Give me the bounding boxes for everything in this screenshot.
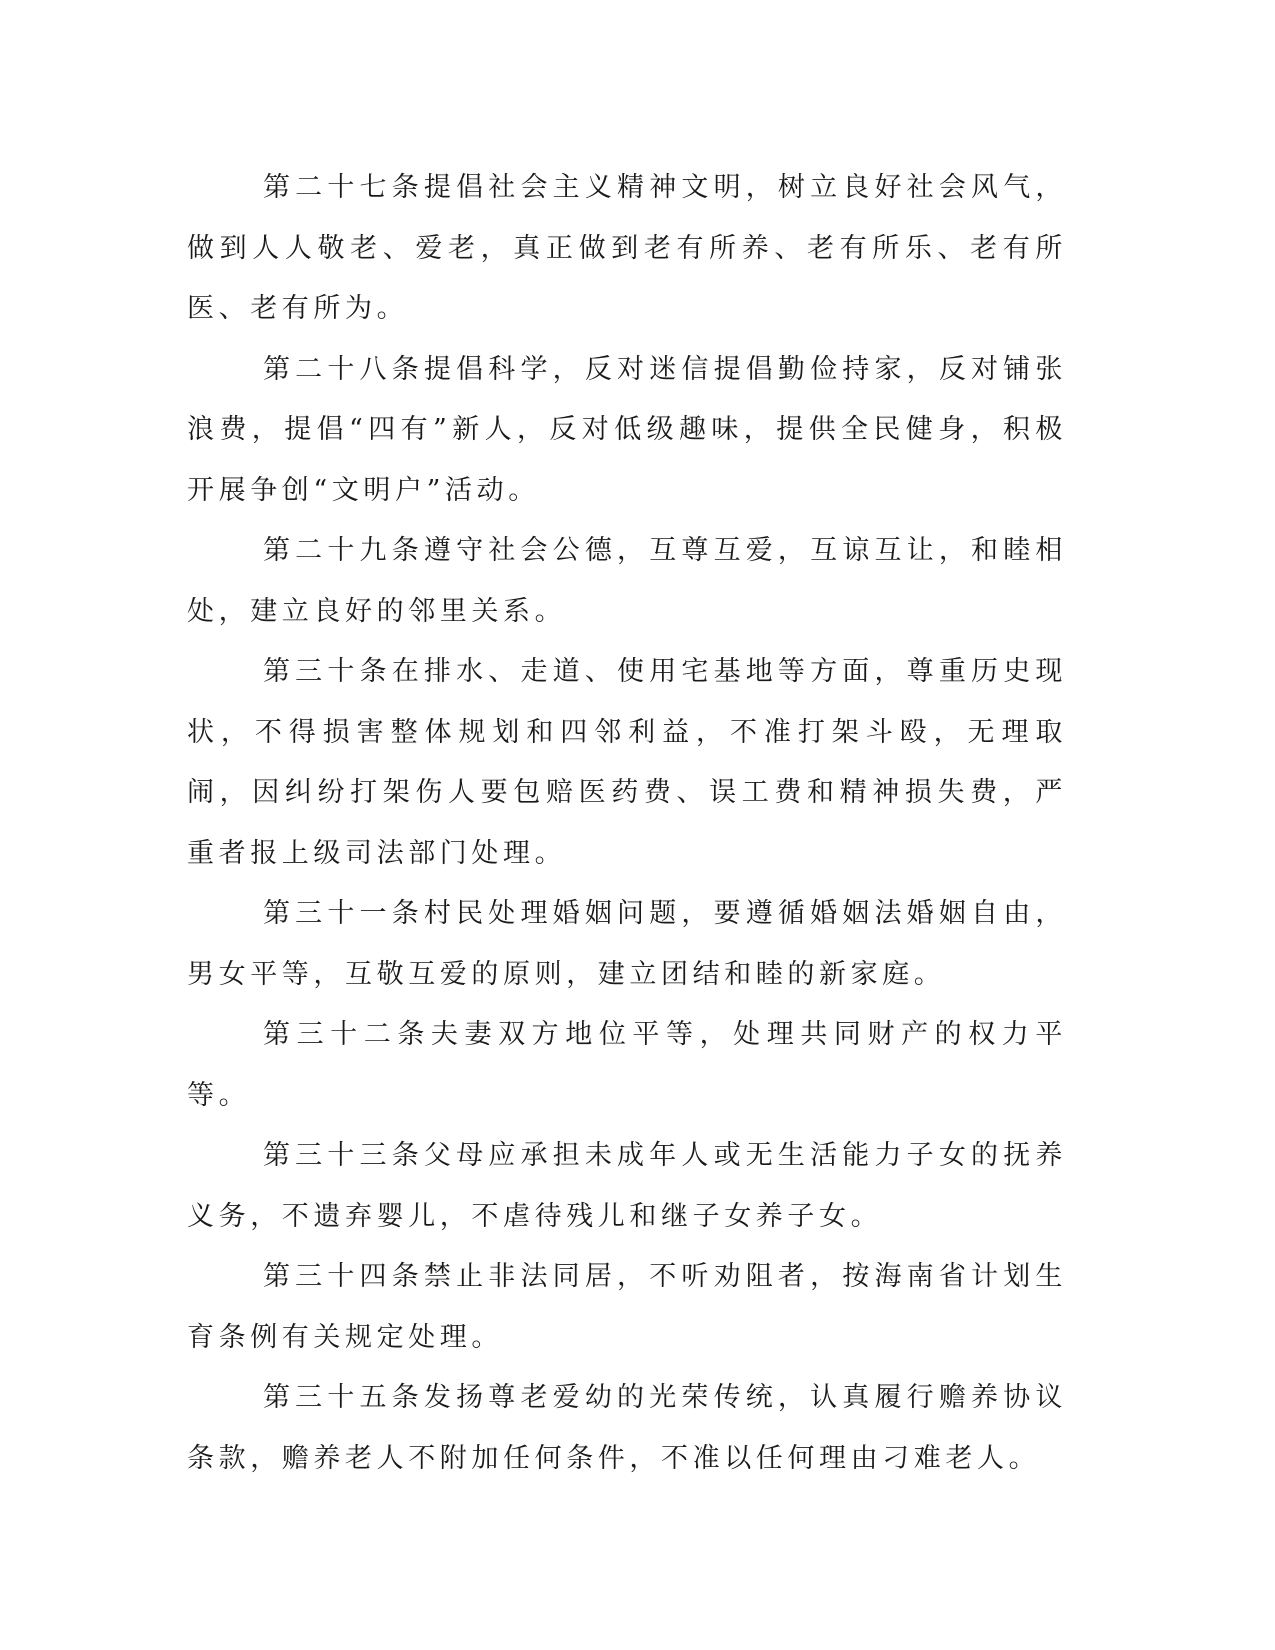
article-29-paragraph: 第二十九条遵守社会公德，互尊互爱，互谅互让，和睦相处，建立良好的邻里关系。	[187, 535, 1067, 627]
article-32-paragraph: 第三十二条夫妻双方地位平等，处理共同财产的权力平等。	[187, 1019, 1067, 1111]
article-31-paragraph: 第三十一条村民处理婚姻问题，要遵循婚姻法婚姻自由，男女平等，互敬互爱的原则，建立团结和睦的新家庭。	[187, 898, 1067, 990]
article-30-paragraph: 第三十条在排水、走道、使用宅基地等方面，尊重历史现状，不得损害整体规划和四邻利益，不准打架斗殴，无理取闹，因纠纷打架伤人要包赔医药费、误工费和精神损失费，严重者报上级司法部门处理。	[187, 656, 1067, 869]
article-28-paragraph: 第二十八条提倡科学，反对迷信提倡勤俭持家，反对铺张浪费，提倡“四有”新人，反对低级趣味，提供全民健身，积极开展争创“文明户”活动。	[187, 353, 1067, 506]
article-33-paragraph: 第三十三条父母应承担未成年人或无生活能力子女的抚养义务，不遗弃婴儿，不虐待残儿和继子女养子女。	[187, 1140, 1067, 1232]
document-body	[187, 158, 1067, 1489]
article-34-paragraph: 第三十四条禁止非法同居，不听劝阻者，按海南省计划生育条例有关规定处理。	[187, 1261, 1067, 1353]
article-35-paragraph: 第三十五条发扬尊老爱幼的光荣传统，认真履行赡养协议条款，赡养老人不附加任何条件，不准以任何理由刁难老人。	[187, 1382, 1067, 1474]
article-27-paragraph: 第二十七条提倡社会主义精神文明，树立良好社会风气，做到人人敬老、爱老，真正做到老有所养、老有所乐、老有所医、老有所为。	[187, 172, 1067, 324]
